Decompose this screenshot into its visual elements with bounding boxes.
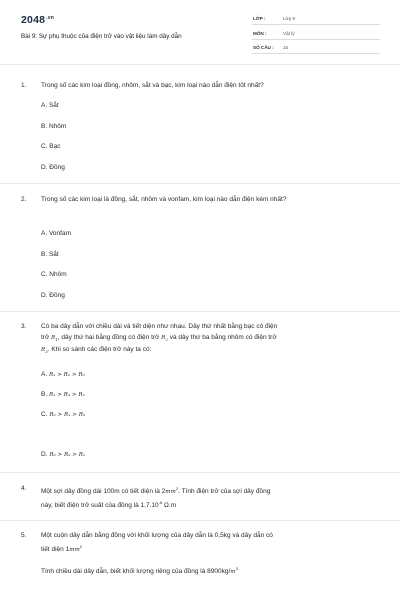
divider	[0, 311, 400, 312]
option-b[interactable]: B. Sắt	[41, 251, 59, 258]
question-number: 4.	[21, 485, 27, 492]
option-a[interactable]: A. Sắt	[41, 102, 59, 109]
option-c[interactable]: C. Bạc	[41, 143, 61, 150]
option-c[interactable]: C. R₂ > R₁ > R₃	[41, 411, 86, 418]
page-header	[0, 0, 400, 58]
option-c[interactable]: C. Nhôm	[41, 271, 67, 278]
meta-question-count	[252, 43, 380, 54]
option-a[interactable]: A. R₁ > R₂ > R₃	[41, 371, 85, 378]
question-number: 2.	[21, 196, 27, 203]
question-text: Một cuộn dây dẫn bằng đồng với khối lượng của dây dẫn là 0,5kg và dây dẫn có tiết diện $1mm^2$ Tính chiều dài dây dẫn, biết khối lượng riêng của đồng là $8900kg/m^3$	[41, 532, 273, 576]
divider	[0, 520, 400, 521]
option-d[interactable]: D. Đồng	[41, 292, 65, 299]
math-r1: $R_1$	[51, 334, 58, 342]
site-logo[interactable]: $2048^{.vn}$	[21, 14, 54, 26]
question-number: 3.	[21, 323, 27, 330]
meta-label: MÔN :	[253, 31, 267, 36]
divider	[0, 64, 400, 65]
question-text: Trong số các kim loại là đồng, sắt, nhôm và vonfam, kim loại nào dẫn điện kém nhất?	[41, 196, 287, 203]
meta-class	[252, 14, 380, 25]
option-b[interactable]: B. Nhôm	[41, 123, 67, 130]
meta-subject	[252, 29, 380, 40]
option-d[interactable]: D. Đồng	[41, 164, 65, 171]
math-r2: $R_2$	[161, 334, 168, 342]
option-a[interactable]: A. Vonfam	[41, 230, 71, 237]
math-r3: $R_3$	[41, 347, 48, 355]
meta-label: SỐ CÂU :	[253, 45, 274, 50]
question-number: 1.	[21, 82, 27, 89]
meta-value: Lớp 9	[283, 16, 295, 21]
question-number: 5.	[21, 532, 27, 539]
lesson-title: Bài 9: Sự phụ thuộc của điện trở vào vật liệu làm dây dẫn	[21, 33, 182, 40]
meta-label: LỚP :	[253, 16, 266, 21]
meta-value: Vật lý	[283, 31, 295, 36]
divider	[0, 472, 400, 473]
option-b[interactable]: B. R₁ > R₃ > R₂	[41, 391, 85, 398]
question-text: Một sợi dây đồng dài 100m có tiết diện là $2mm^2$. Tính điện trở của sợi dây đồng này, biết điện trở suất của đồng là $1,7.10^{-8}$ Ω.m	[41, 486, 271, 509]
divider	[0, 183, 400, 184]
question-text: Có ba dây dẫn với chiều dài và tiết diện như nhau. Dây thứ nhất bằng bạc có điện trở $R_1$, dây thứ hai bằng đồng có điện trở $R_2$ và dây thứ ba bằng nhôm có điện trở $R_3$. Khi so sánh các điện trở này ta có:	[41, 323, 278, 355]
question-text: Trong số các kim loại đồng, nhôm, sắt và bạc, kim loại nào dẫn điện tốt nhất?	[41, 82, 264, 89]
meta-value: 15	[283, 45, 289, 50]
option-d[interactable]: D. R₃ > R₂ > R₁	[41, 451, 86, 458]
